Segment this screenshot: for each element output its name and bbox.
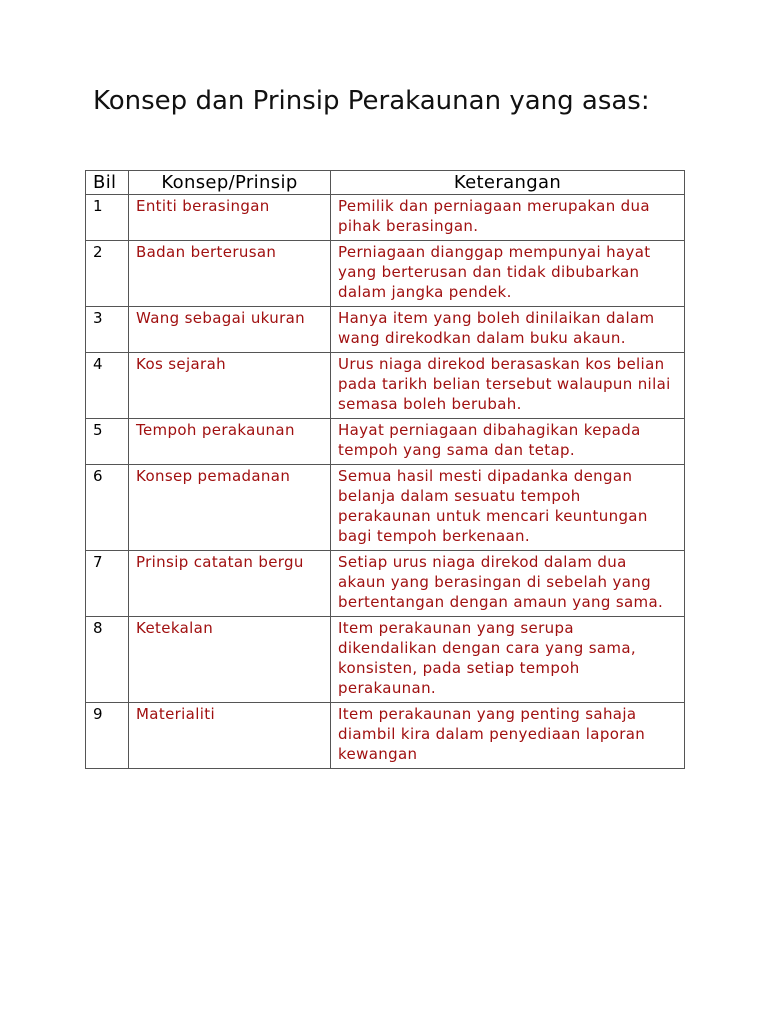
concept-name: Kos sejarah: [129, 353, 331, 419]
table-row: [86, 617, 685, 703]
table-row: [86, 195, 685, 241]
concept-name: Wang sebagai ukuran: [129, 307, 331, 353]
header-bil: Bil: [86, 171, 129, 195]
concept-name: Konsep pemadanan: [129, 465, 331, 551]
table-row: [86, 465, 685, 551]
table-row: [86, 551, 685, 617]
header-keterangan: Keterangan: [331, 171, 685, 195]
table-row: [86, 353, 685, 419]
concept-name: Badan berterusan: [129, 241, 331, 307]
row-number: 2: [86, 241, 129, 307]
row-number: 4: [86, 353, 129, 419]
row-number: 3: [86, 307, 129, 353]
page-title: Konsep dan Prinsip Perakaunan yang asas:: [93, 86, 650, 116]
row-number: 8: [86, 617, 129, 703]
concept-name: Materialiti: [129, 703, 331, 769]
concept-description: Hayat perniagaan dibahagikan kepada tempoh yang sama dan tetap.: [331, 419, 685, 465]
row-number: 6: [86, 465, 129, 551]
concept-description: Item perakaunan yang serupa dikendalikan dengan cara yang sama, konsisten, pada setiap tempoh perakaunan.: [331, 617, 685, 703]
row-number: 9: [86, 703, 129, 769]
concept-description: Hanya item yang boleh dinilaikan dalam wang direkodkan dalam buku akaun.: [331, 307, 685, 353]
concept-name: Entiti berasingan: [129, 195, 331, 241]
row-number: 1: [86, 195, 129, 241]
table-row: [86, 419, 685, 465]
row-number: 7: [86, 551, 129, 617]
concept-description: Perniagaan dianggap mempunyai hayat yang berterusan dan tidak dibubarkan dalam jangka pendek.: [331, 241, 685, 307]
concept-name: Tempoh perakaunan: [129, 419, 331, 465]
row-number: 5: [86, 419, 129, 465]
concept-description: Pemilik dan perniagaan merupakan dua pihak berasingan.: [331, 195, 685, 241]
concept-description: Item perakaunan yang penting sahaja diambil kira dalam penyediaan laporan kewangan: [331, 703, 685, 769]
concept-name: Ketekalan: [129, 617, 331, 703]
concept-name: Prinsip catatan bergu: [129, 551, 331, 617]
concept-description: Urus niaga direkod berasaskan kos belian pada tarikh belian tersebut walaupun nilai semasa boleh berubah.: [331, 353, 685, 419]
table-row: [86, 307, 685, 353]
table-row: [86, 241, 685, 307]
table-header-row: [86, 171, 685, 195]
concept-description: Setiap urus niaga direkod dalam dua akaun yang berasingan di sebelah yang bertentangan dengan amaun yang sama.: [331, 551, 685, 617]
table-row: [86, 703, 685, 769]
header-konsep-prinsip: Konsep/Prinsip: [129, 171, 331, 195]
concepts-table: [85, 170, 685, 769]
concept-description: Semua hasil mesti dipadanka dengan belanja dalam sesuatu tempoh perakaunan untuk mencari keuntungan bagi tempoh berkenaan.: [331, 465, 685, 551]
